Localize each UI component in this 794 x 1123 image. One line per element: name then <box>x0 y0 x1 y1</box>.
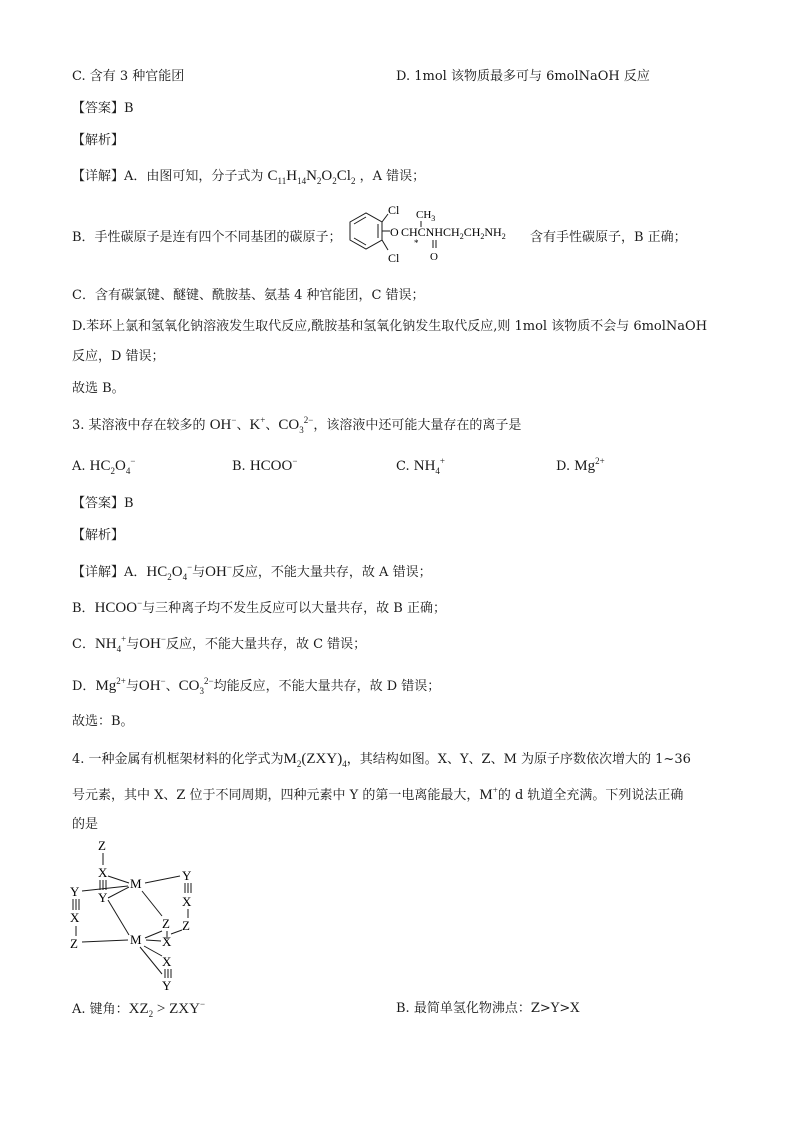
o-label: O <box>390 225 399 239</box>
svg-text:Z: Z <box>162 916 170 931</box>
svg-text:Z: Z <box>182 918 190 933</box>
detail-c: C．含有碳氯键、醚键、酰胺基、氨基 4 种官能团，C 错误； <box>72 288 425 303</box>
conclusion-q2: 故选 B。 <box>72 381 125 396</box>
svg-text:Y: Y <box>182 868 192 883</box>
svg-text:X: X <box>182 894 192 909</box>
q3-detail-d: D．$Mg^{2+}$与OH−、$CO_3^{2-}$均能反应，不能大量共存，故 D 错误； <box>72 676 441 696</box>
q4-stem-line3: 的是 <box>72 817 99 832</box>
svg-text:Y: Y <box>162 978 172 992</box>
detail-b-pre: B．手性碳原子是连有四个不同基团的碳原子； <box>72 230 342 245</box>
molecular-formula: $C_{11}H_{14}N_2O_2Cl_2$ <box>267 168 356 186</box>
option-d: D. 1mol 该物质最多可与 6molNaOH 反应 <box>396 69 650 84</box>
q4-stem-line2: 号元素，其中 X、Z 位于不同周期，四种元素中 Y 的第一电离能最大，M+的 d 轨道全充满。下列说法正确 <box>72 785 684 803</box>
detail-a: 【详解】A．由图可知，分子式为 $C_{11}H_{14}N_2O_2Cl_2$ ，A 错误； <box>72 168 426 186</box>
q3-option-c: C. $NH_4^+$ <box>396 456 445 476</box>
q4-option-b: B. 最简单氢化物沸点：Z>Y>X <box>396 1001 580 1016</box>
svg-text:X: X <box>70 910 80 925</box>
chiral-star: * <box>414 238 419 248</box>
q3-option-d: D. $Mg^{2+}$ <box>556 456 605 474</box>
cl-top: Cl <box>388 203 400 217</box>
detail-b-post: 含有手性碳原子，B 正确； <box>530 230 687 245</box>
answer-label: 【答案】B <box>72 101 134 116</box>
q3-detail-c: C．$NH_4^+$与OH−反应，不能大量共存，故 C 错误； <box>72 634 367 654</box>
mof-structure-diagram <box>62 836 222 992</box>
svg-text:M: M <box>130 876 142 891</box>
structure-diagram <box>326 200 536 268</box>
svg-text:Z: Z <box>98 838 106 853</box>
q3-option-b: B. HCOO− <box>232 456 298 474</box>
q3-detail-a: 【详解】A．$HC_2O_4^-$与OH−反应，不能大量共存，故 A 错误； <box>72 562 432 582</box>
q3-detail-b: B．HCOO−与三种离子均不发生反应可以大量共存，故 B 正确； <box>72 598 446 616</box>
q3-conclusion: 故选：B。 <box>72 714 134 729</box>
ch3-label: $CH_3$ <box>416 209 436 223</box>
detail-d-line2: 反应，D 错误； <box>72 349 165 364</box>
svg-text:M: M <box>130 932 142 947</box>
q3-stem: 3. 某溶液中存在较多的 OH−、K+、$CO_3^{2-}$，该溶液中还可能大量存在的离子是 <box>72 415 522 435</box>
svg-text:Z: Z <box>70 936 78 951</box>
cl-bottom: Cl <box>388 251 400 265</box>
chain-label: $CHCNHCH_2CH_2NH_2$ <box>401 225 506 241</box>
analysis-label: 【解析】 <box>72 133 125 148</box>
carbonyl-o: O <box>430 251 438 263</box>
svg-text:X: X <box>162 954 172 969</box>
q3-option-a: A. $HC_2O_4^-$ <box>72 456 136 476</box>
q4-option-a: A. 键角：$XZ_2 > ZXY^-$ <box>72 999 206 1019</box>
q3-answer: 【答案】B <box>72 496 134 511</box>
q3-analysis: 【解析】 <box>72 528 125 543</box>
svg-text:Y: Y <box>98 890 108 905</box>
svg-text:Y: Y <box>70 884 80 899</box>
q4-stem-line1: 4. 一种金属有机框架材料的化学式为$M_2(ZXY)_4$，其结构如图。X、Y、Z、M 为原子序数依次增大的 1~36 <box>72 751 691 769</box>
detail-d-line1: D.苯环上氯和氢氧化钠溶液发生取代反应,酰胺基和氢氧化钠发生取代反应,则 1mol 该物质不会与 6molNaOH <box>72 319 708 334</box>
svg-text:X: X <box>98 865 108 880</box>
option-c: C. 含有 3 种官能团 <box>72 69 185 84</box>
svg-text:X: X <box>162 934 172 949</box>
